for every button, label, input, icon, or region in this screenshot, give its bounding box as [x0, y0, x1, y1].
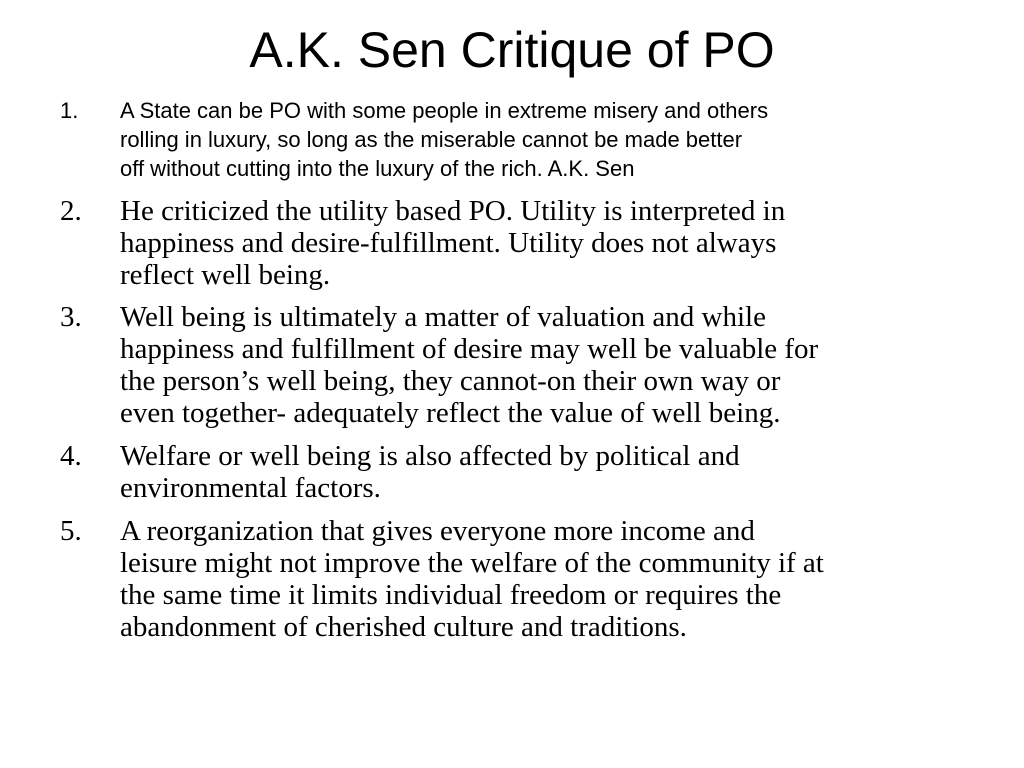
list-item-line: even together- adequately reflect the value of well being. [120, 397, 781, 429]
list-item-line: happiness and desire-fulfillment. Utility does not always [120, 227, 777, 259]
list-item-number: 4. [60, 440, 82, 472]
list-item-text [120, 515, 965, 643]
list-item-line: leisure might not improve the welfare of the community if at [120, 547, 824, 579]
list-item-text [120, 301, 965, 429]
list-item-line: abandonment of cherished culture and traditions. [120, 611, 687, 643]
list-item-line: the same time it limits individual freedom or requires the [120, 579, 782, 611]
list-item-line: environmental factors. [120, 472, 381, 504]
list-item-line: the person’s well being, they cannot-on their own way or [120, 365, 781, 397]
slide-title: A.K. Sen Critique of PO [249, 22, 775, 78]
list-item-line: He criticized the utility based PO. Utility is interpreted in [120, 195, 786, 227]
list-item-number: 5. [60, 515, 82, 547]
list-item-text [120, 440, 965, 504]
list-item-line: rolling in luxury, so long as the miserable cannot be made better [120, 127, 743, 152]
list-item-line: off without cutting into the luxury of the rich. A.K. Sen [120, 156, 635, 181]
list-item-number: 1. [60, 98, 79, 123]
list-item-line: Well being is ultimately a matter of valuation and while [120, 301, 766, 333]
list-item-line: A State can be PO with some people in extreme misery and others [120, 98, 769, 123]
list-item-text [120, 195, 965, 291]
list-item-line: reflect well being. [120, 259, 331, 291]
list-item-line: happiness and fulfillment of desire may well be valuable for [120, 333, 819, 365]
list-item-number: 2. [60, 195, 82, 227]
list-item-line: A reorganization that gives everyone more income and [120, 515, 755, 547]
list-item-line: Welfare or well being is also affected by political and [120, 440, 740, 472]
list-item-number: 3. [60, 301, 82, 333]
list-item-text [120, 96, 970, 183]
